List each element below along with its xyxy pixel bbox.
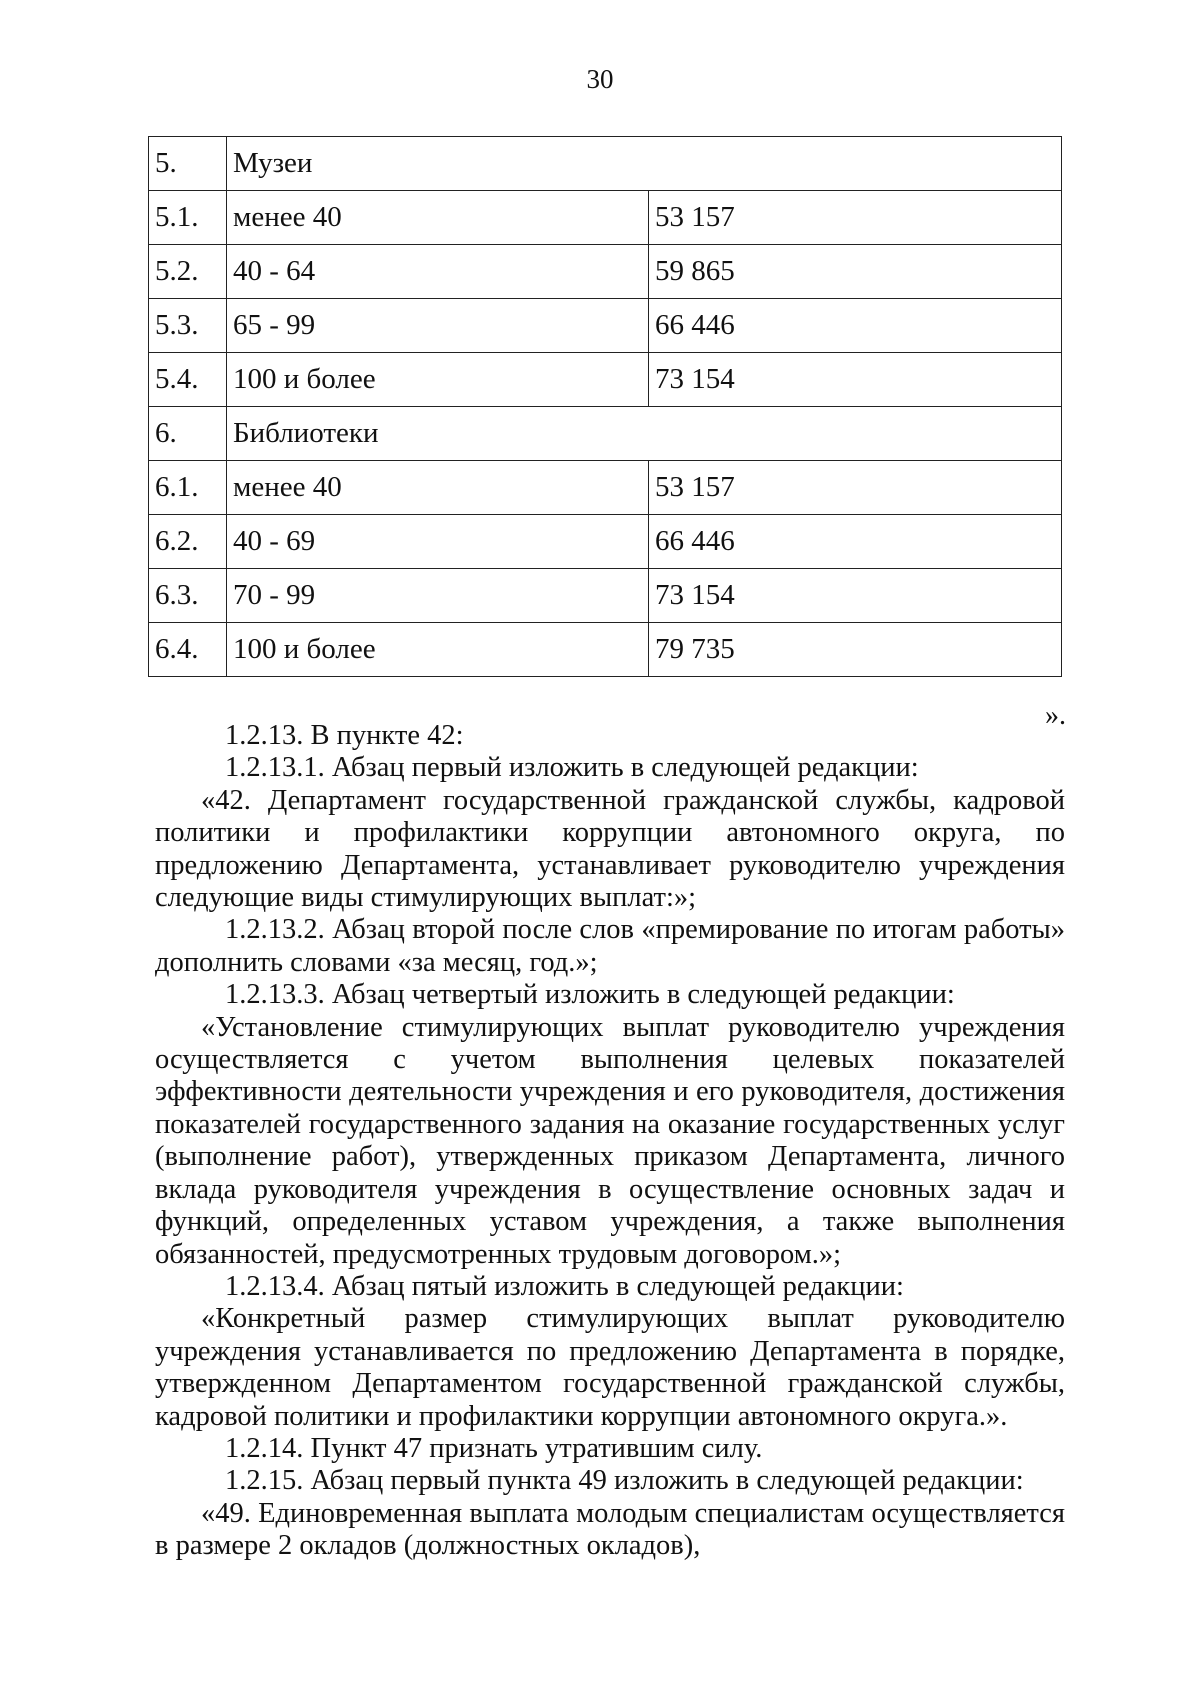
paragraph: 1.2.13. В пункте 42: — [225, 720, 464, 751]
page-number: 30 — [586, 64, 614, 94]
table-row — [149, 461, 1062, 515]
table-row-section — [149, 137, 1062, 191]
row-value: 66 446 — [649, 515, 1062, 569]
row-value: 53 157 — [649, 461, 1062, 515]
quoted-paragraph: «42. Департамент государственной гражданской службы, кадровой политики и профилактики коррупции автономного округа, по предложению Департамента, устанавливает руководителю учреждения следующие виды стимулирующих выплат:»; — [155, 784, 1065, 914]
paragraph: 1.2.15. Абзац первый пункта 49 изложить в следующей редакции: — [225, 1465, 1024, 1497]
row-number: 5.2. — [149, 245, 227, 299]
row-number: 6. — [149, 407, 227, 461]
section-title: Библиотеки — [227, 407, 1062, 461]
row-range: 100 и более — [227, 353, 649, 407]
row-value: 59 865 — [649, 245, 1062, 299]
row-number: 5.4. — [149, 353, 227, 407]
salary-table-body — [149, 137, 1062, 677]
salary-table — [148, 136, 1062, 677]
paragraph: 1.2.13.2. Абзац второй после слов «премирование по итогам работы» дополнить словами «за месяц, год.»; — [155, 914, 1065, 978]
document-body — [155, 720, 1065, 1563]
table-row — [149, 515, 1062, 569]
paragraph: 1.2.14. Пункт 47 признать утратившим силу. — [225, 1432, 763, 1464]
row-range: менее 40 — [227, 461, 649, 515]
table-row — [149, 623, 1062, 677]
row-range: 70 - 99 — [227, 569, 649, 623]
row-range: менее 40 — [227, 191, 649, 245]
row-number: 6.1. — [149, 461, 227, 515]
row-value: 73 154 — [649, 569, 1062, 623]
table-row — [149, 191, 1062, 245]
row-range: 40 - 64 — [227, 245, 649, 299]
table-row — [149, 299, 1062, 353]
row-range: 40 - 69 — [227, 515, 649, 569]
table-row — [149, 353, 1062, 407]
table-row-section — [149, 407, 1062, 461]
row-number: 6.3. — [149, 569, 227, 623]
quoted-paragraph: «49. Единовременная выплата молодым специалистам осуществляется в размере 2 окладов (должностных окладов), — [155, 1497, 1065, 1562]
quoted-paragraph: «Конкретный размер стимулирующих выплат руководителю учреждения устанавливается по предложению Департамента в порядке, утвержденном Департаментом государственной гражданской службы, кадровой политики и профилактики коррупции автономного округа.». — [155, 1303, 1065, 1432]
row-value: 73 154 — [649, 353, 1062, 407]
paragraph: 1.2.13.4. Абзац пятый изложить в следующей редакции: — [225, 1270, 904, 1302]
row-number: 6.2. — [149, 515, 227, 569]
section-title: Музеи — [227, 137, 1062, 191]
row-number: 5.1. — [149, 191, 227, 245]
row-value: 66 446 — [649, 299, 1062, 353]
paragraph: 1.2.13.1. Абзац первый изложить в следующей редакции: — [225, 752, 919, 784]
quoted-paragraph: «Установление стимулирующих выплат руководителю учреждения осуществляется с учетом выполнения целевых показателей эффективности деятельности учреждения и его руководителя, достижения показателей государственного задания на оказание государственных услуг (выполнение работ), утвержденных приказом Департамента, личного вклада руководителя учреждения в осуществление основных задач и функций, определенных уставом учреждения, а также выполнения обязанностей, предусмотренных трудовым договором.»; — [155, 1011, 1065, 1270]
row-range: 65 - 99 — [227, 299, 649, 353]
table-row — [149, 245, 1062, 299]
row-number: 5. — [149, 137, 227, 191]
row-range: 100 и более — [227, 623, 649, 677]
row-number: 6.4. — [149, 623, 227, 677]
closing-quote-mark: ». — [1045, 700, 1066, 731]
row-value: 79 735 — [649, 623, 1062, 677]
table-row — [149, 569, 1062, 623]
row-number: 5.3. — [149, 299, 227, 353]
paragraph: 1.2.13.3. Абзац четвертый изложить в следующей редакции: — [225, 979, 955, 1011]
row-value: 53 157 — [649, 191, 1062, 245]
